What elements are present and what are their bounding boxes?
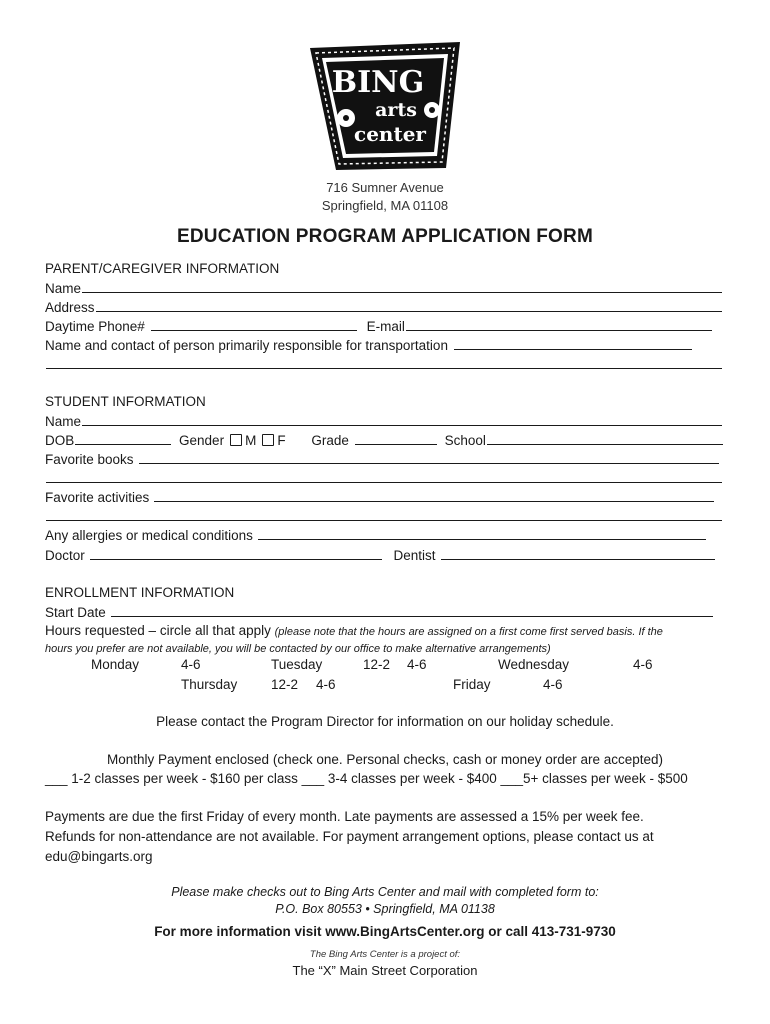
- parent-address-row: [45, 297, 722, 317]
- schedule-tuesday-4-6[interactable]: 4-6: [407, 657, 427, 672]
- logo-text-arts: arts: [375, 99, 417, 121]
- student-doctor-field[interactable]: [90, 545, 382, 560]
- parent-transport-label: Name and contact of person primarily responsible for transportation: [45, 338, 448, 353]
- parent-transport-field-2[interactable]: [46, 354, 722, 369]
- student-activities-field-2[interactable]: [46, 506, 722, 521]
- enrollment-hours-note-1: (please note that the hours are assigned on a first come first served basis. If the: [274, 626, 663, 638]
- parent-address-label: Address: [45, 300, 95, 315]
- parent-name-label: Name: [45, 281, 82, 296]
- student-gender-label: Gender: [179, 433, 225, 448]
- student-dob-label: DOB: [45, 433, 75, 448]
- student-school-field[interactable]: [487, 430, 723, 445]
- student-allergies-row: [45, 525, 706, 545]
- parent-address-field[interactable]: [96, 297, 722, 312]
- student-grade-field[interactable]: [355, 430, 437, 445]
- enrollment-heading: ENROLLMENT INFORMATION: [45, 585, 235, 600]
- student-activities-row-2: [45, 506, 722, 526]
- logo-text-bing: BING: [331, 65, 425, 100]
- schedule-tuesday: Tuesday: [271, 657, 323, 672]
- parent-transport-row: [45, 335, 692, 355]
- student-books-row-2: [45, 468, 722, 488]
- student-activities-field[interactable]: [154, 487, 714, 502]
- parent-phone-row: [45, 316, 712, 336]
- schedule-thursday-12-2[interactable]: 12-2: [271, 677, 299, 692]
- parent-heading: PARENT/CAREGIVER INFORMATION: [45, 261, 280, 276]
- student-dentist-label: Dentist: [393, 548, 436, 563]
- student-name-row: [45, 411, 722, 431]
- gender-f-checkbox[interactable]: [262, 434, 274, 446]
- parent-email-label: E-mail: [366, 319, 405, 334]
- address-city: Springfield, MA 01108: [321, 198, 449, 213]
- payment-options-line[interactable]: ___ 1-2 classes per week - $160 per class ___ 3-4 classes per week - $400 ___5+ classes per week - $500: [45, 771, 688, 786]
- schedule-wednesday: Wednesday: [498, 657, 570, 672]
- student-grade-label: Grade: [311, 433, 349, 448]
- student-doctor-row: [45, 545, 715, 565]
- checks-note-2: P.O. Box 80553 • Springfield, MA 01138: [275, 902, 495, 916]
- schedule-thursday-4-6[interactable]: 4-6: [316, 677, 336, 692]
- project-of-note: The Bing Arts Center is a project of:: [309, 949, 461, 960]
- student-heading: STUDENT INFORMATION: [45, 394, 206, 409]
- gender-f-label: F: [277, 433, 286, 448]
- bing-arts-center-logo: [306, 40, 464, 172]
- student-dob-field[interactable]: [75, 430, 171, 445]
- enrollment-hours-row: [45, 621, 663, 642]
- schedule-monday-4-6[interactable]: 4-6: [181, 657, 201, 672]
- parent-email-field[interactable]: [406, 316, 712, 331]
- enrollment-hours-note-2: hours you prefer are not available, you will be contacted by our office to make alternative arrangements): [45, 643, 551, 655]
- student-dob-row: [45, 430, 723, 450]
- schedule-tuesday-12-2[interactable]: 12-2: [363, 657, 391, 672]
- student-school-label: School: [444, 433, 486, 448]
- parent-phone-label: Daytime Phone#: [45, 319, 145, 334]
- payment-contact-email[interactable]: edu@bingarts.org: [45, 849, 153, 864]
- parent-phone-field[interactable]: [151, 316, 357, 331]
- student-doctor-label: Doctor: [45, 548, 85, 563]
- student-allergies-label: Any allergies or medical conditions: [45, 528, 253, 543]
- student-name-field[interactable]: [82, 411, 722, 426]
- page-title: EDUCATION PROGRAM APPLICATION FORM: [177, 226, 593, 247]
- student-books-field-2[interactable]: [46, 468, 722, 483]
- more-info-line[interactable]: For more information visit www.BingArtsCenter.org or call 413-731-9730: [154, 924, 616, 939]
- gender-m-label: M: [245, 433, 257, 448]
- student-name-label: Name: [45, 414, 82, 429]
- parent-name-row: [45, 278, 722, 298]
- checks-note-1: Please make checks out to Bing Arts Center and mail with completed form to:: [171, 885, 599, 899]
- enrollment-start-label: Start Date: [45, 605, 106, 620]
- parent-name-field[interactable]: [82, 278, 722, 293]
- student-allergies-field[interactable]: [258, 525, 706, 540]
- enrollment-hours-label: Hours requested – circle all that apply: [45, 623, 271, 638]
- gender-m-checkbox[interactable]: [230, 434, 242, 446]
- payment-heading: Monthly Payment enclosed (check one. Personal checks, cash or money order are accepted): [106, 752, 664, 767]
- parent-transport-field[interactable]: [454, 335, 692, 350]
- address-street: 716 Sumner Avenue: [326, 180, 444, 195]
- logo-text-center: center: [354, 122, 426, 146]
- parent-transport-row-2: [45, 354, 722, 374]
- enrollment-start-row: [45, 602, 713, 622]
- student-books-label: Favorite books: [45, 452, 134, 467]
- enrollment-start-field[interactable]: [111, 602, 713, 617]
- schedule-friday-4-6[interactable]: 4-6: [543, 677, 563, 692]
- student-books-field[interactable]: [139, 449, 719, 464]
- payment-due-line-1: Payments are due the first Friday of every month. Late payments are assessed a 15% per week fee.: [45, 809, 644, 824]
- student-dentist-field[interactable]: [441, 545, 715, 560]
- schedule-monday: Monday: [91, 657, 140, 672]
- student-activities-label: Favorite activities: [45, 490, 150, 505]
- schedule-friday: Friday: [453, 677, 491, 692]
- student-books-row: [45, 449, 719, 469]
- corporation-name: The “X” Main Street Corporation: [292, 963, 478, 978]
- schedule-thursday: Thursday: [181, 677, 238, 692]
- payment-due-line-2: Refunds for non-attendance are not available. For payment arrangement options, please contact us at: [45, 829, 654, 844]
- student-activities-row: [45, 487, 714, 507]
- holiday-note: Please contact the Program Director for information on our holiday schedule.: [156, 714, 614, 729]
- schedule-wednesday-4-6[interactable]: 4-6: [633, 657, 653, 672]
